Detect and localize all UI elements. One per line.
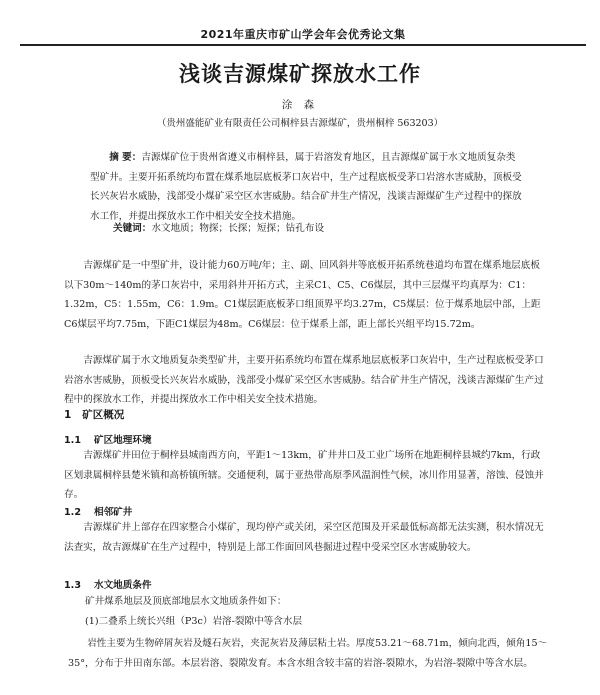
section-number: 1	[64, 409, 72, 421]
section-heading-1	[64, 407, 124, 422]
subsection-number: 1.3	[64, 580, 81, 591]
subsection-heading-1-2	[64, 504, 132, 518]
aquifer-subheading: (1)二叠系上统长兴组（P3c）岩溶-裂隙中等含水层	[85, 615, 303, 627]
subsection-body-1-1	[64, 446, 544, 505]
paragraph-text: 吉源煤矿是一中型矿井，设计能力60万吨/年；主、副、回风斜井等底板开拓系统巷道均布置在煤系地层底板以下30m～140m的茅口灰岩中，采用斜井开拓方式，主采C1、C5、C6煤层，其中三层煤平均真厚为：C1：1.32m，C5：1.55m，C6：1.9m。C1煤层距底板茅口组顶界平均3.27m，C5煤层：位于煤系地层中部，上距C6煤层平均7.75m，下距C1煤层为48m。C6煤层：位于煤系上部，距上部长兴组平均15.72m。	[64, 260, 541, 330]
subsection-number: 1.1	[64, 435, 81, 446]
author-name: 涂 森	[281, 99, 319, 111]
subsection-body-1-3-text	[68, 634, 548, 673]
abstract-text: 吉源煤矿位于贵州省遵义市桐梓县，属于岩溶发育地区，且吉源煤矿属于水文地质复杂类型矿井。主要开拓系统均布置在煤系地层底板茅口灰岩中，生产过程底板受茅口岩溶水害威胁，顶板受长兴灰岩水威胁，浅部受小煤矿采空区水害威胁。结合矿井生产情况，浅谈吉源煤矿生产过程中的探放水工作，并提出探放水工作中相关安全技术措施。	[90, 152, 522, 222]
body-paragraph-2	[64, 351, 544, 410]
paragraph-text: 吉源煤矿井田位于桐梓县城南西方向，平距1～13km，矿井井口及工业广场所在地距桐梓县城约7km，行政区划隶属桐梓县楚米镇和高桥镇所辖。交通便利，属于亚热带高原季风温润性气候，冰川作用显著，溶蚀、侵蚀并存。	[64, 450, 544, 500]
subsection-number: 1.2	[64, 507, 81, 518]
subsection-title: 相邻矿井	[94, 507, 133, 518]
paragraph-text: 岩性主要为生物碎屑灰岩及燧石灰岩，夹泥灰岩及薄层粘土岩。厚度53.21～68.71m，倾向北西，倾角15～35°，分布于井田南东部。本层岩溶、裂隙发育。本含水组含较丰富的岩溶-裂隙水，为岩溶-裂隙中等含水层。	[68, 638, 548, 669]
subsection-body-1-2	[64, 518, 544, 557]
abstract-label: 摘 要：	[109, 152, 142, 163]
section-title: 矿区概况	[82, 409, 125, 421]
body-paragraph-1	[64, 256, 544, 334]
subsection-title: 水文地质条件	[94, 580, 152, 591]
running-header: 2021年重庆市矿山学会年会优秀论文集	[200, 28, 406, 41]
subsection-body-1-3-intro	[85, 592, 545, 631]
header-rule	[20, 44, 586, 46]
paragraph-text: 吉源煤矿井上部存在四家整合小煤矿，现均停产或关闭，采空区范围及开采最低标高都无法实测，积水情况无法查实，故吉源煤矿在生产过程中，特别是上部工作面回风巷掘进过程中受采空区水害威胁较大。	[64, 522, 544, 553]
keywords	[113, 219, 523, 239]
intro-text: 矿井煤系地层及顶底部地层水文地质条件如下：	[85, 596, 287, 607]
abstract	[90, 148, 522, 226]
keywords-label: 关键词：	[113, 223, 152, 234]
subsection-title: 矿区地理环境	[94, 435, 152, 446]
author-affiliation: （贵州盛能矿业有限责任公司桐梓县吉源煤矿，贵州桐梓 563203）	[156, 118, 444, 129]
paper-title: 浅谈吉源煤矿探放水工作	[179, 62, 421, 86]
keywords-text: 水文地质；物探；长探；短探；钻孔布设	[151, 223, 325, 234]
subsection-heading-1-1	[64, 432, 152, 446]
subsection-heading-1-3	[64, 577, 152, 591]
paragraph-text: 吉源煤矿属于水文地质复杂类型矿井，主要开拓系统均布置在煤系地层底板茅口灰岩中，生产过程底板受茅口岩溶水害威胁，顶板受长兴灰岩水威胁，浅部受小煤矿采空区水害威胁。结合矿井生产情况，浅谈吉源煤矿生产过程中的探放水工作，并提出探放水工作中相关安全技术措施。	[64, 355, 544, 405]
abstract-paragraph	[90, 148, 522, 226]
